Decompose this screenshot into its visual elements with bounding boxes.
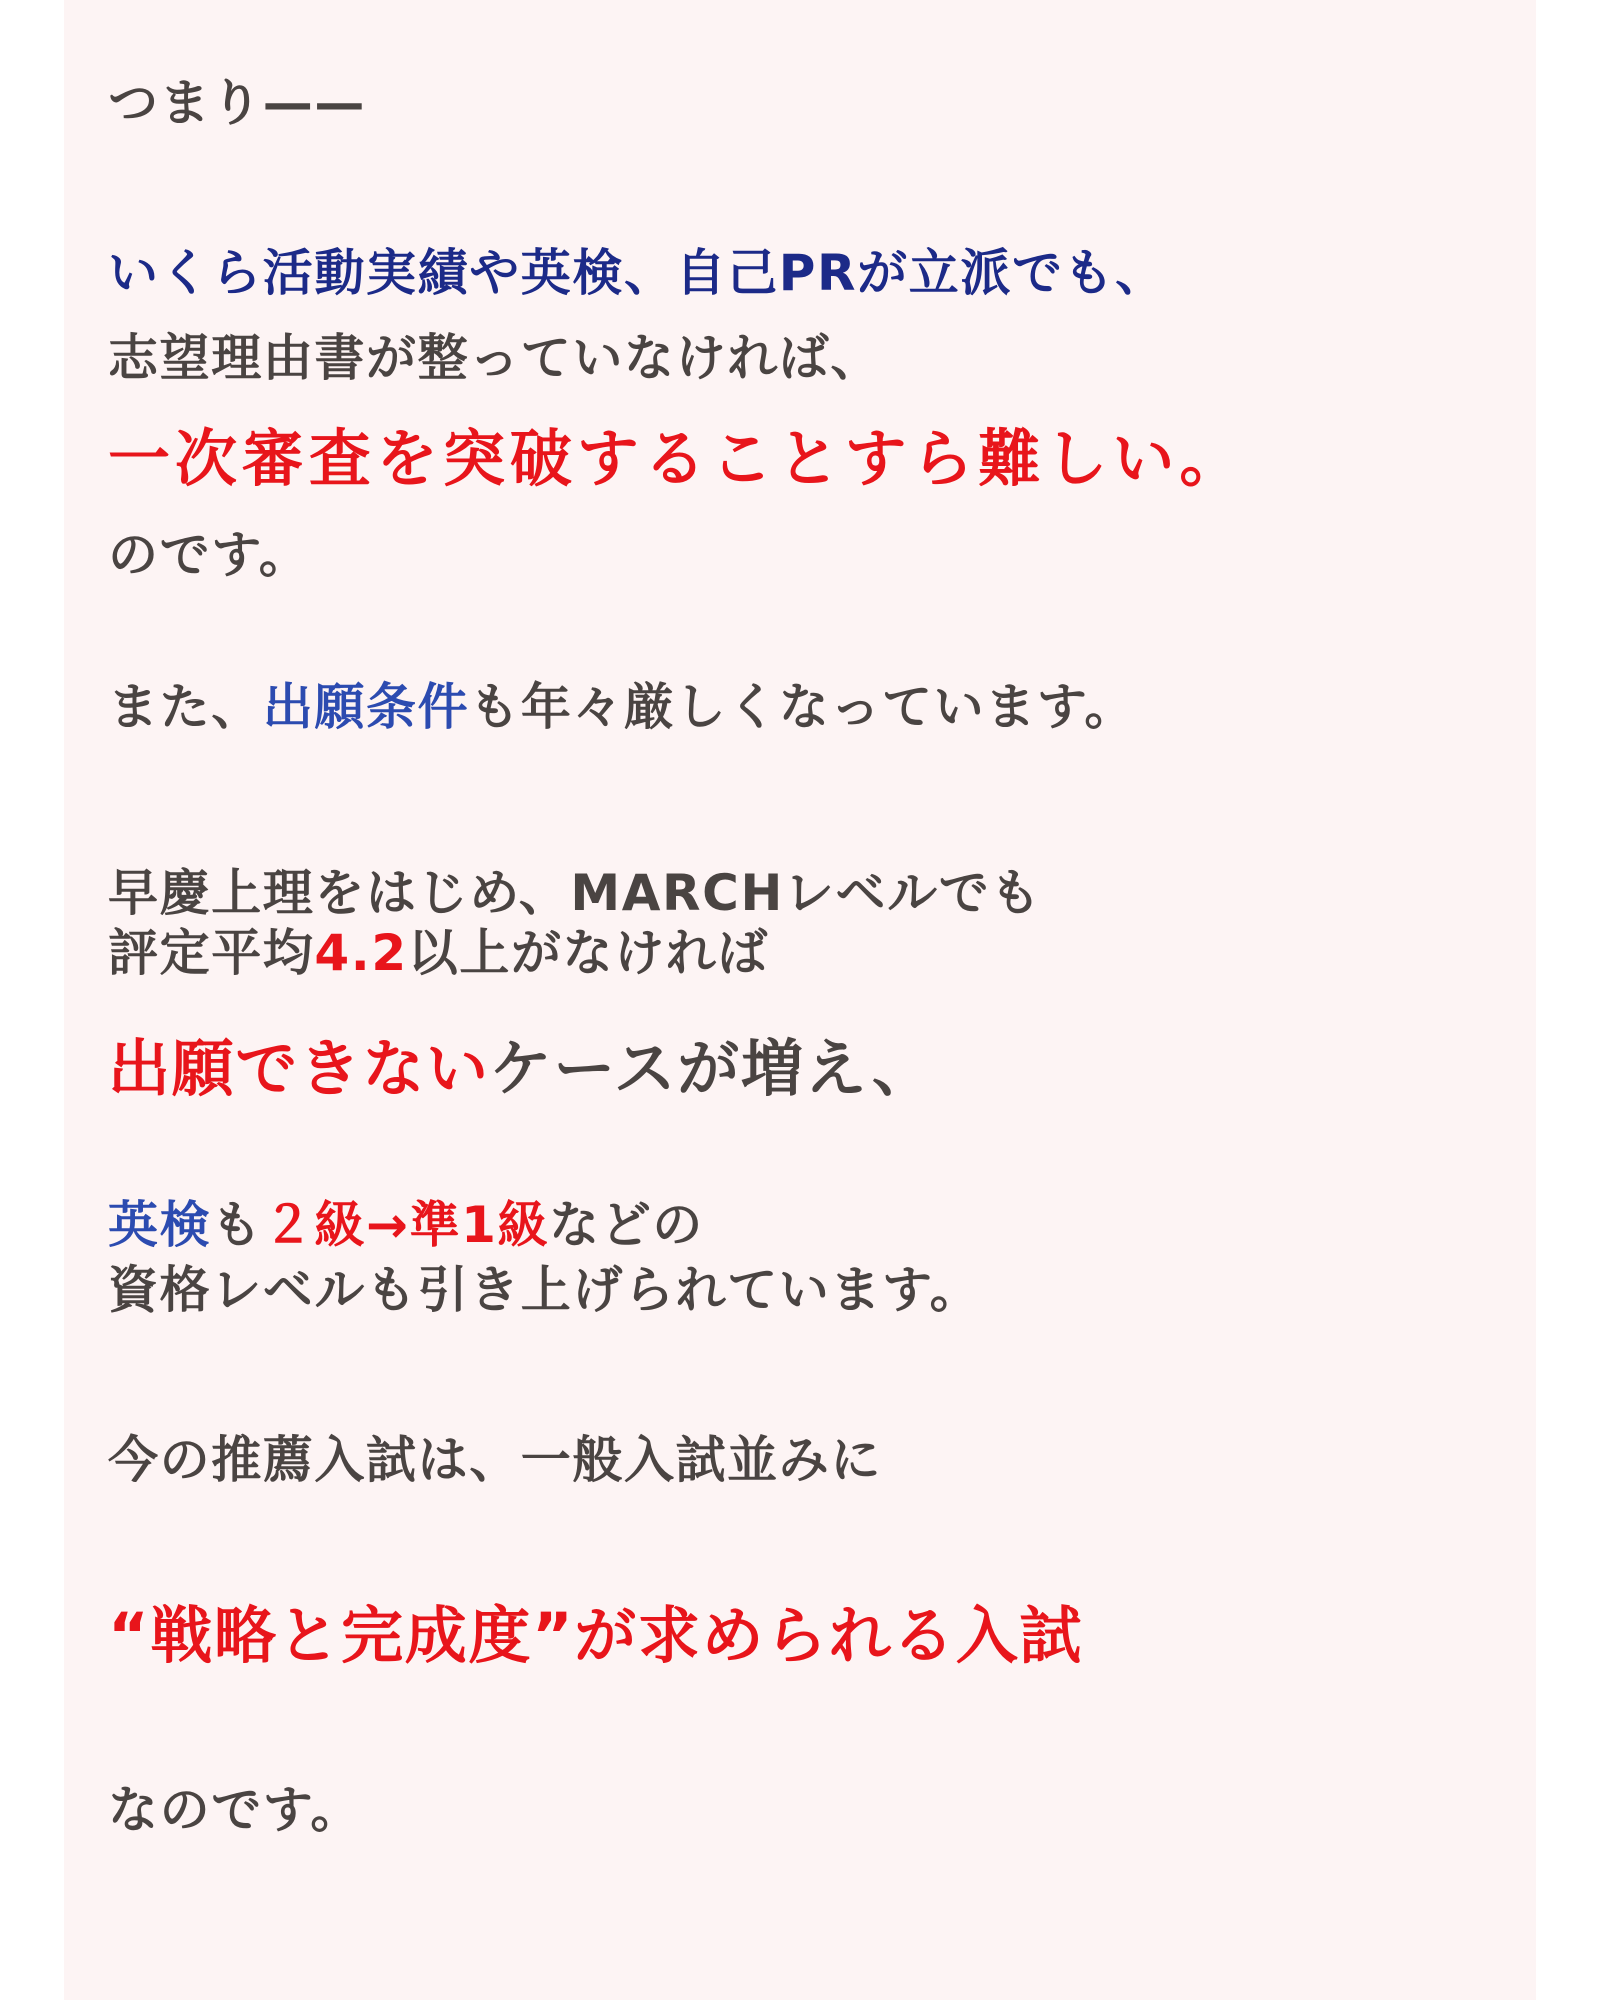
text-segment: などの	[549, 1196, 704, 1254]
text-segment: も年々厳しくなっています。	[469, 678, 1137, 736]
highlight-blue: 英検	[108, 1196, 212, 1254]
highlight-red: ２級→準1級	[262, 1196, 550, 1254]
highlight-blue: 出願条件	[262, 678, 470, 736]
emphasis-line-red: “戦略と完成度”が求められる入試	[108, 1599, 1084, 1672]
emphasis-line-navy: いくら活動実績や英検、自己PRが立派でも、	[108, 244, 1167, 302]
body-line	[108, 1196, 704, 1254]
body-line: 今の推薦入試は、一般入試並みに	[108, 1431, 882, 1489]
body-line: のです。	[108, 526, 311, 584]
body-line	[108, 924, 769, 982]
highlight-red: 出願できない	[108, 1032, 490, 1105]
text-segment: ケースが増え、	[489, 1032, 936, 1105]
highlight-red: 4.2	[314, 924, 408, 982]
body-line	[108, 1032, 936, 1105]
page-background	[64, 0, 1536, 2000]
body-line	[108, 678, 1137, 736]
body-line: 志望理由書が整っていなければ、	[108, 329, 882, 387]
body-line: 資格レベルも引き上げられています。	[108, 1261, 982, 1319]
text-segment: 以上がなければ	[407, 924, 769, 982]
text-segment: 評定平均	[108, 924, 315, 982]
body-line: 早慶上理をはじめ、MARCHレベルでも	[108, 864, 1042, 922]
intro-line: つまり——	[108, 74, 366, 132]
text-segment: また、	[108, 678, 263, 736]
closing-line: なのです。	[108, 1781, 362, 1839]
text-segment: も	[211, 1196, 263, 1254]
emphasis-line-red: 一次審査を突破することすら難しい。	[108, 422, 1247, 495]
